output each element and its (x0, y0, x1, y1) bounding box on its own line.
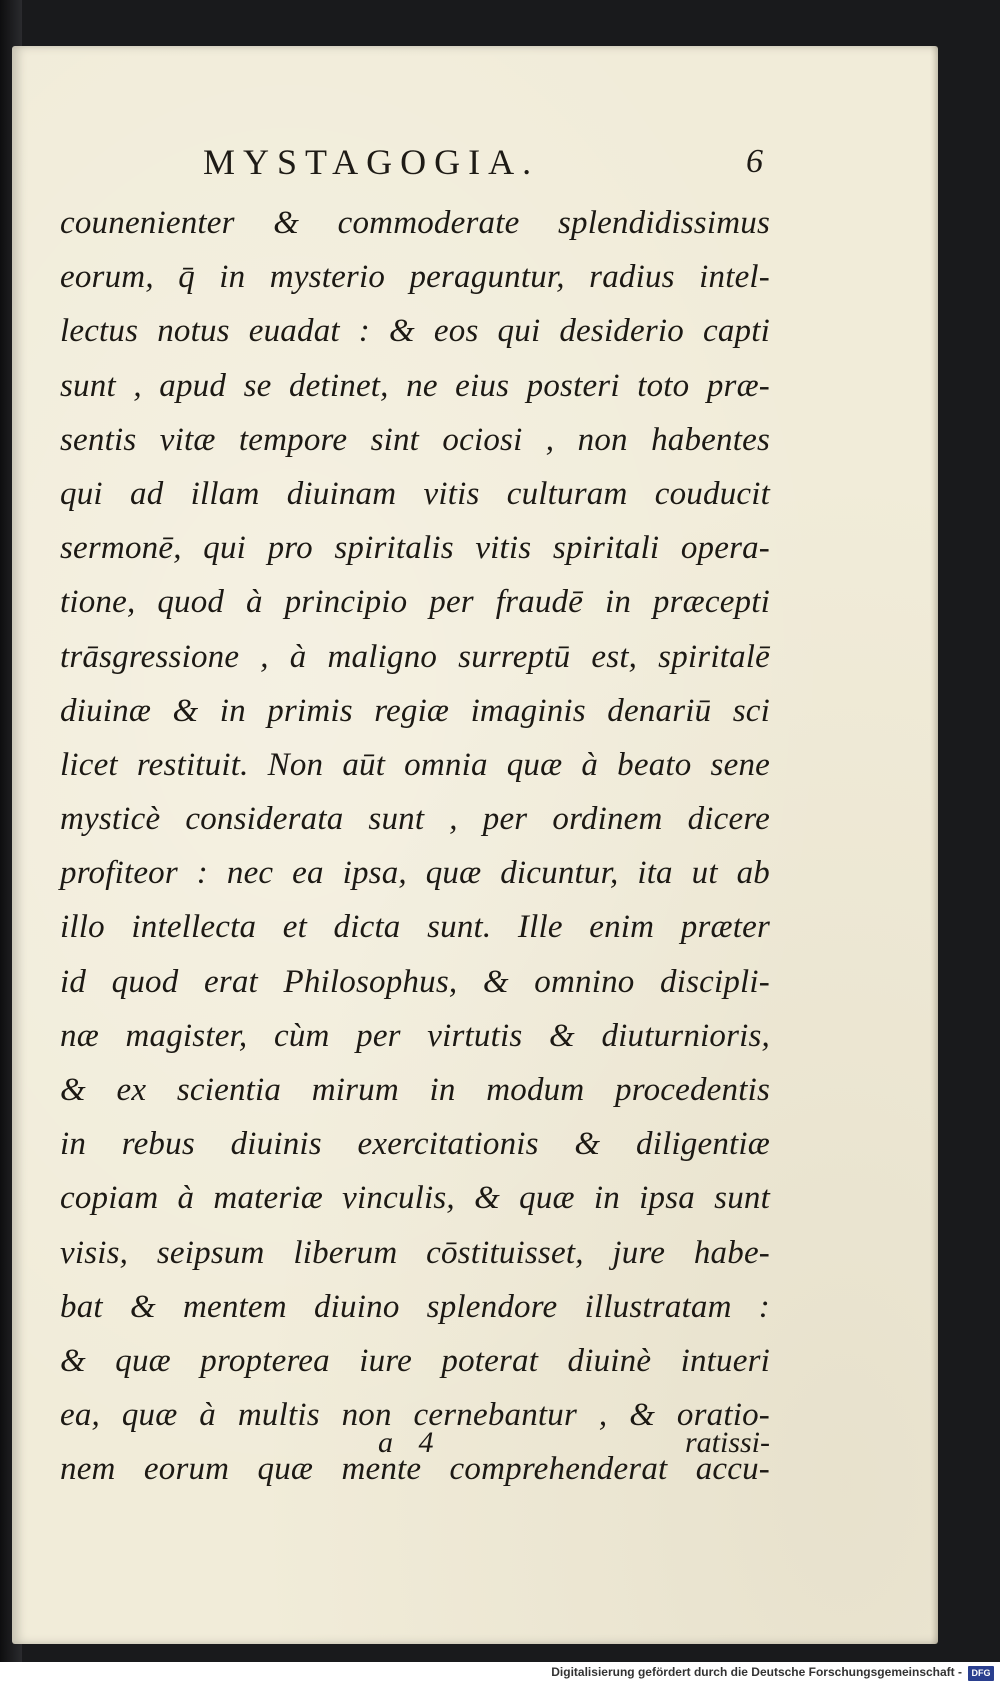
text-line: næ magister, cùm per virtutis & diuturnioris, (60, 1017, 770, 1054)
text-line: tione, quod à principio per fraudē in præcepti (60, 584, 770, 621)
text-line: qui ad illam diuinam vitis culturam couducit (60, 475, 770, 512)
signature-mark: a 4 (378, 1426, 434, 1459)
text-line: bat & mentem diuino splendore illustratam : (60, 1288, 770, 1325)
text-line: profiteor : nec ea ipsa, quæ dicuntur, ita ut ab (60, 855, 770, 892)
text-line: in rebus diuinis exercitationis & diligentiæ (60, 1126, 770, 1163)
text-line: & quæ propterea iure poterat diuinè intueri (60, 1342, 770, 1379)
footer-bar (0, 1662, 1000, 1686)
running-head-title: MYSTAGOGIA. (203, 142, 540, 182)
text-line: id quod erat Philosophus, & omnino discipli- (60, 963, 770, 1000)
text-line: copiam à materiæ vinculis, & quæ in ipsa sunt (60, 1180, 770, 1217)
text-line: & ex scientia mirum in modum procedentis (60, 1072, 770, 1108)
text-line: trāsgressione , à maligno surreptū est, spiritalē (60, 638, 770, 675)
page-edge (930, 46, 938, 1644)
funding-credit: Digitalisierung gefördert durch die Deutsche Forschungsgemeinschaft - (551, 1665, 962, 1679)
text-line: ea, quæ à multis non cernebantur , & oratio- (60, 1397, 770, 1434)
text-line: sunt , apud se detinet, ne eius posteri toto præ- (60, 367, 770, 404)
running-head (203, 138, 763, 186)
text-line: eorum, q̄ in mysterio peraguntur, radius intel- (60, 259, 770, 296)
text-line: illo intellecta et dicta sunt. Ille enim præter (60, 909, 770, 946)
text-line: licet restituit. Non aūt omnia quæ à beato sene (60, 746, 770, 783)
text-line: sentis vitæ tempore sint ociosi , non habentes (60, 421, 770, 458)
page-number: 6 (746, 143, 763, 180)
catchword: ratissi- (684, 1426, 770, 1459)
text-line: sermonē, qui pro spiritalis vitis spiritali opera- (60, 530, 770, 567)
text-line: nem eorum quæ mente comprehenderat accu- (60, 1451, 770, 1488)
text-line: visis, seipsum liberum cōstituisset, jure habe- (60, 1234, 770, 1271)
body-text (60, 196, 770, 1497)
text-line: lectus notus euadat : & eos qui desiderio capti (60, 313, 770, 350)
text-line: counenienter & commoderate splendidissimus (60, 205, 770, 241)
dfg-logo-icon: DFG (968, 1666, 994, 1681)
text-line: diuinæ & in primis regiæ imaginis denariū sci (60, 692, 770, 729)
signature-line (60, 1418, 770, 1468)
text-line: mysticè considerata sunt , per ordinem dicere (60, 801, 770, 838)
